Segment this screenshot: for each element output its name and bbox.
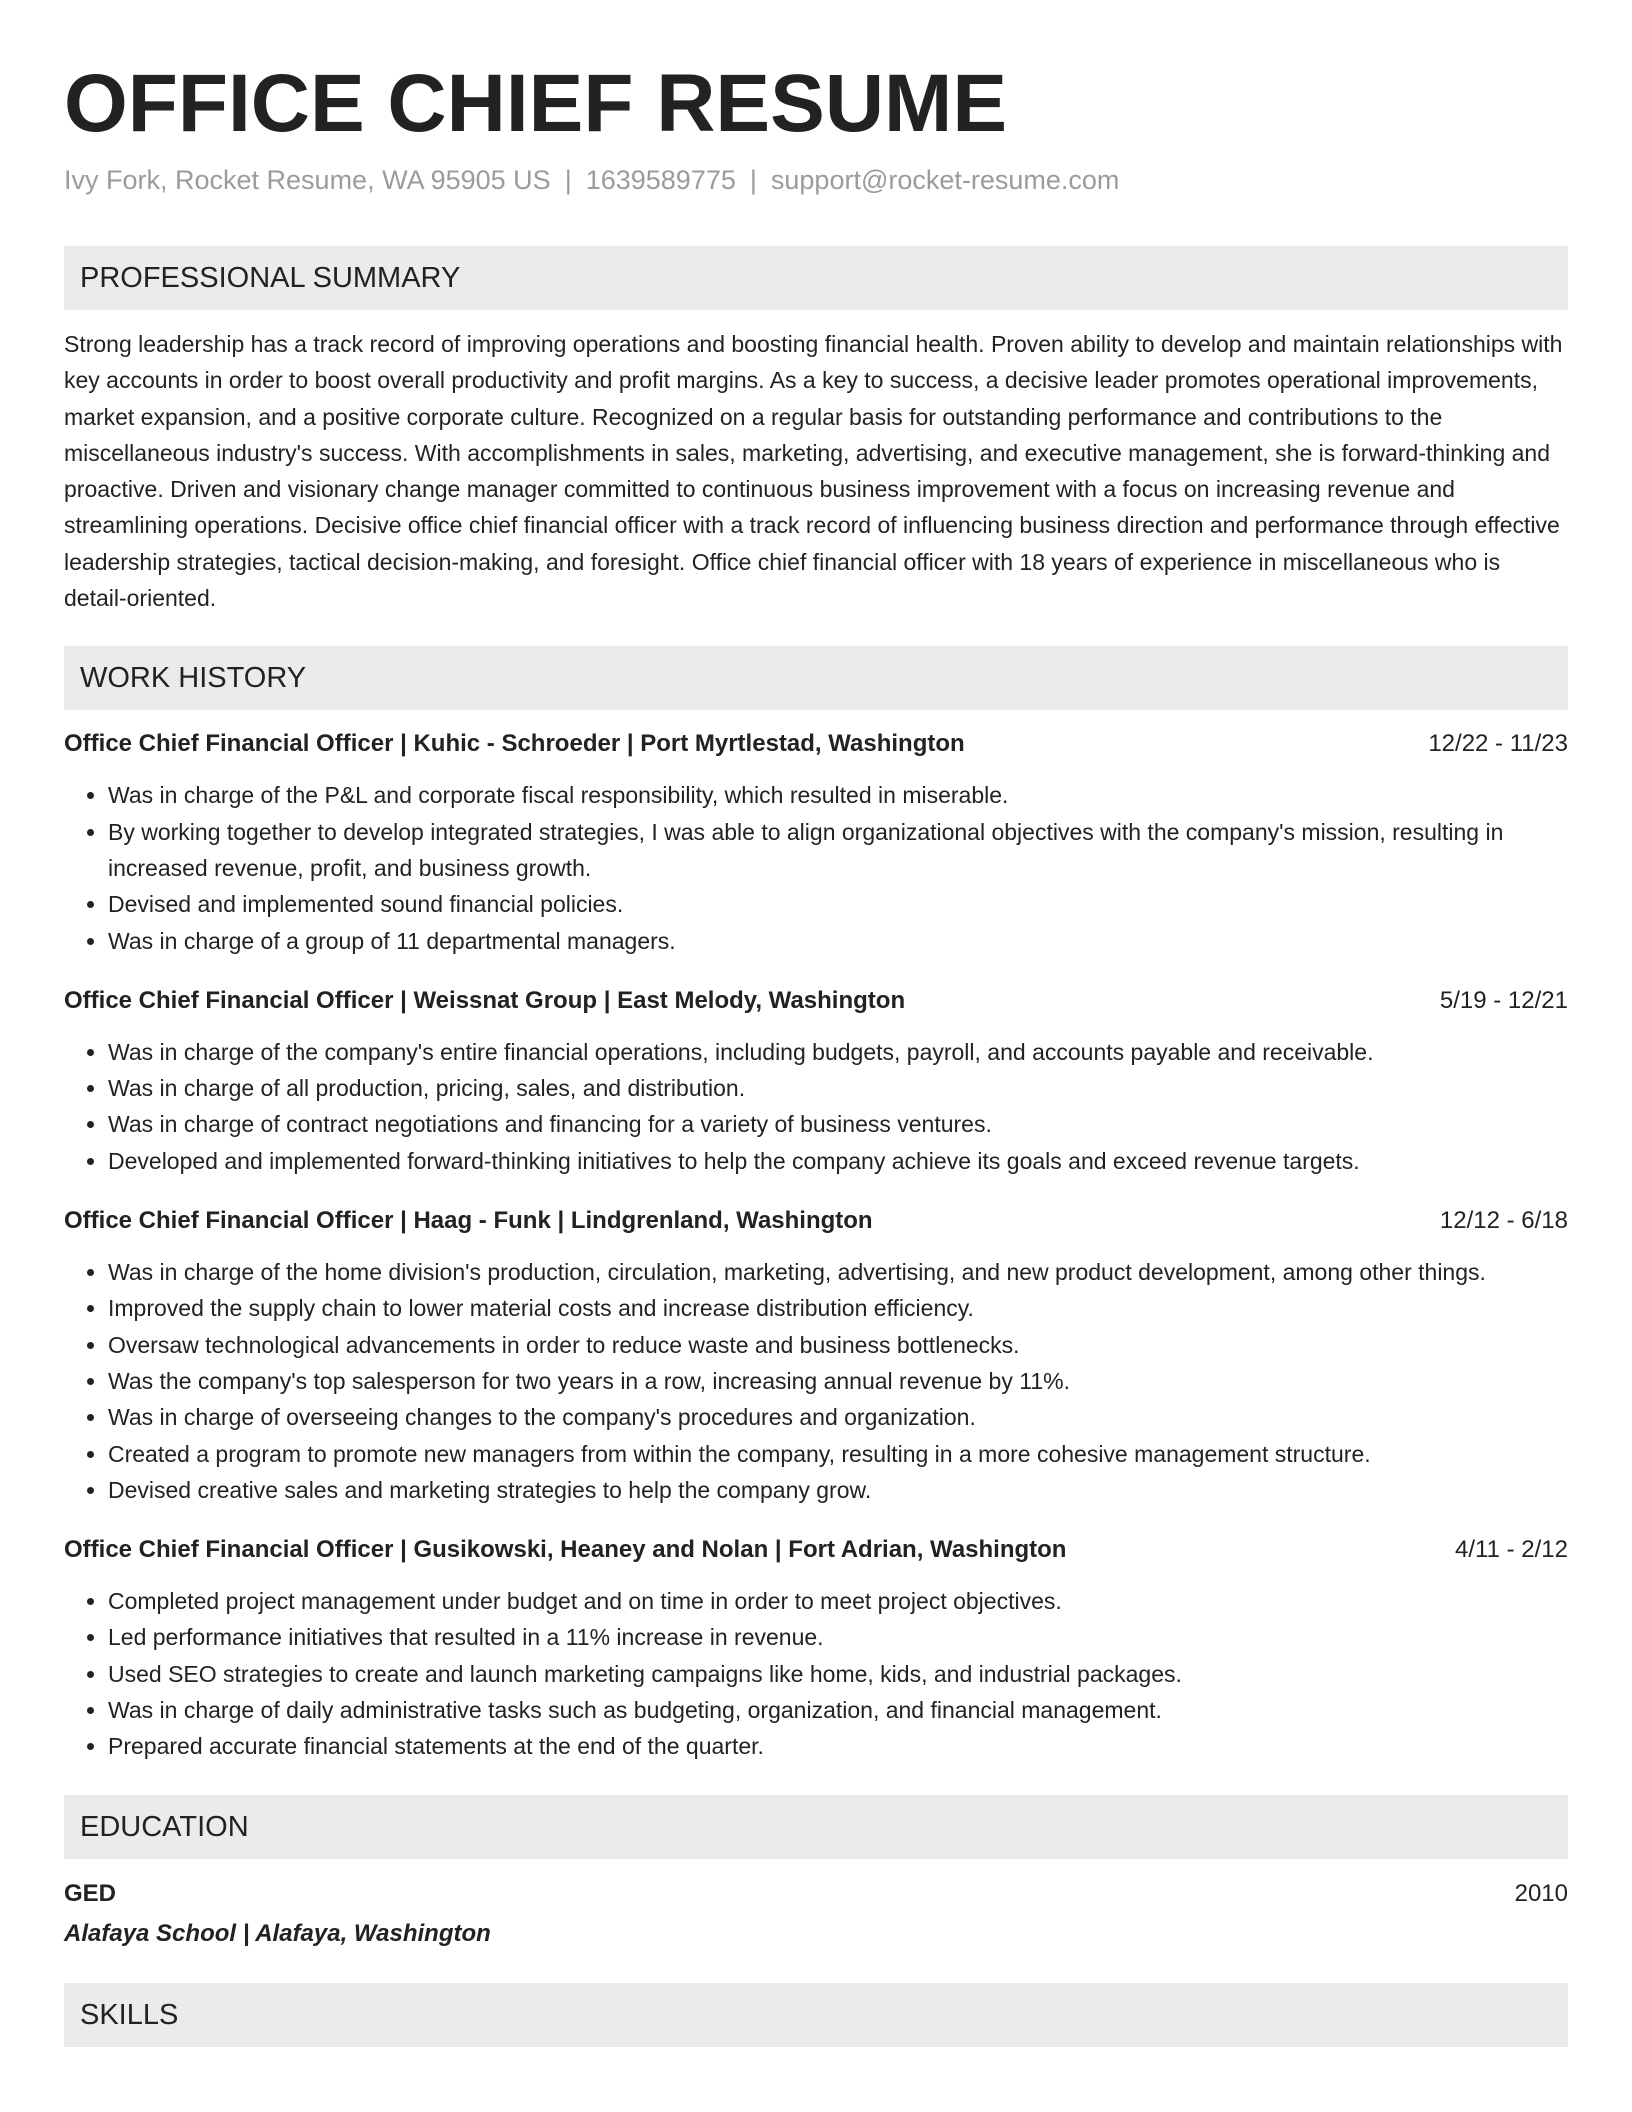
education-degree: GED (64, 1879, 117, 1907)
job-title: Office Chief Financial Officer | Haag - Funk | Lindgrenland, Washington (64, 1207, 873, 1235)
job-bullet: • Completed project management under budget and on time in order to meet project objectives. (108, 1583, 1568, 1619)
job-entry (64, 983, 1568, 1179)
job-bullet-list (64, 777, 1568, 958)
job-bullet-list (64, 1583, 1568, 1764)
summary-text: Strong leadership has a track record of improving operations and boosting financial health. Proven ability to develop and maintain relationships with key accounts in order to boost overall productivity and profit margins. As a key to success, a decisive leader promotes operational improvements, market expansion, and a positive corporate culture. Recognized on a regular basis for outstanding performance and contributions to the miscellaneous industry's success. With accomplishments in sales, marketing, advertising, and executive management, she is forward-thinking and proactive. Driven and visionary change manager committed to continuous business improvement with a focus on increasing revenue and streamlining operations. Decisive office chief financial officer with a track record of influencing business direction and performance through effective leadership strategies, tactical decision-making, and foresight. Office chief financial officer with 18 years of experience in miscellaneous who is detail-oriented. (64, 331, 1563, 612)
job-bullet: • Was in charge of daily administrative tasks such as budgeting, organization, and financial management. (108, 1692, 1568, 1728)
job-bullet: • Was the company's top salesperson for two years in a row, increasing annual revenue by 11%. (108, 1363, 1568, 1399)
job-dates: 12/22 - 11/23 (1428, 730, 1568, 758)
contact-address: Ivy Fork, Rocket Resume, WA 95905 US (64, 165, 551, 195)
job-bullet: • By working together to develop integrated strategies, I was able to align organizational objectives with the company's mission, resulting in increased revenue, profit, and business growth. (108, 814, 1568, 887)
contact-separator: | (564, 165, 572, 195)
section-heading-summary: PROFESSIONAL SUMMARY (64, 246, 1568, 310)
job-bullet: • Was in charge of all production, pricing, sales, and distribution. (108, 1070, 1568, 1106)
education-year: 2010 (1514, 1879, 1568, 1907)
job-dates: 5/19 - 12/21 (1439, 986, 1568, 1014)
job-header (64, 726, 1568, 762)
job-header (64, 1203, 1568, 1239)
job-entry (64, 1532, 1568, 1764)
job-header (64, 983, 1568, 1019)
job-dates: 4/11 - 2/12 (1455, 1536, 1568, 1564)
job-entry (64, 1203, 1568, 1508)
job-bullet: • Was in charge of the company's entire financial operations, including budgets, payroll, and accounts payable and receivable. (108, 1034, 1568, 1070)
education-school: Alafaya School | Alafaya, Washington (64, 1919, 491, 1947)
job-bullet: • Used SEO strategies to create and launch marketing campaigns like home, kids, and industrial packages. (108, 1656, 1568, 1692)
job-bullet: • Created a program to promote new managers from within the company, resulting in a more cohesive management structure. (108, 1436, 1568, 1472)
job-bullet: • Was in charge of the P&L and corporate fiscal responsibility, which resulted in miserable. (108, 777, 1568, 813)
resume-page (64, 58, 1568, 2047)
job-bullet: • Was in charge of a group of 11 departmental managers. (108, 923, 1568, 959)
job-header (64, 1532, 1568, 1568)
education-header (64, 1875, 1568, 1913)
job-bullet-list (64, 1034, 1568, 1179)
job-dates: 12/12 - 6/18 (1439, 1207, 1568, 1235)
contact-line (64, 160, 1568, 200)
section-heading-education: EDUCATION (64, 1795, 1568, 1859)
contact-separator: | (749, 165, 757, 195)
job-bullet: • Improved the supply chain to lower material costs and increase distribution efficiency. (108, 1290, 1568, 1326)
job-bullet-list (64, 1254, 1568, 1508)
job-entry (64, 726, 1568, 958)
resume-title: OFFICE CHIEF RESUME (64, 58, 1008, 149)
section-heading-work-history: WORK HISTORY (64, 646, 1568, 710)
job-title: Office Chief Financial Officer | Gusikowski, Heaney and Nolan | Fort Adrian, Washington (64, 1536, 1067, 1564)
job-bullet: • Was in charge of overseeing changes to the company's procedures and organization. (108, 1399, 1568, 1435)
job-bullet: • Was in charge of contract negotiations and financing for a variety of business ventures. (108, 1106, 1568, 1142)
job-bullet: • Led performance initiatives that resulted in a 11% increase in revenue. (108, 1619, 1568, 1655)
job-bullet: • Devised and implemented sound financial policies. (108, 886, 1568, 922)
section-heading-skills: SKILLS (64, 1983, 1568, 2047)
job-bullet: • Devised creative sales and marketing strategies to help the company grow. (108, 1472, 1568, 1508)
job-bullet: • Prepared accurate financial statements at the end of the quarter. (108, 1728, 1568, 1764)
contact-email: support@rocket-resume.com (770, 165, 1120, 195)
job-bullet: • Oversaw technological advancements in order to reduce waste and business bottlenecks. (108, 1327, 1568, 1363)
job-title: Office Chief Financial Officer | Kuhic - Schroeder | Port Myrtlestad, Washington (64, 730, 965, 758)
job-bullet: • Developed and implemented forward-thinking initiatives to help the company achieve its goals and exceed revenue targets. (108, 1143, 1568, 1179)
job-bullet: • Was in charge of the home division's production, circulation, marketing, advertising, and new product development, among other things. (108, 1254, 1568, 1290)
contact-phone: 1639589775 (585, 165, 736, 195)
job-title: Office Chief Financial Officer | Weissnat Group | East Melody, Washington (64, 986, 906, 1014)
